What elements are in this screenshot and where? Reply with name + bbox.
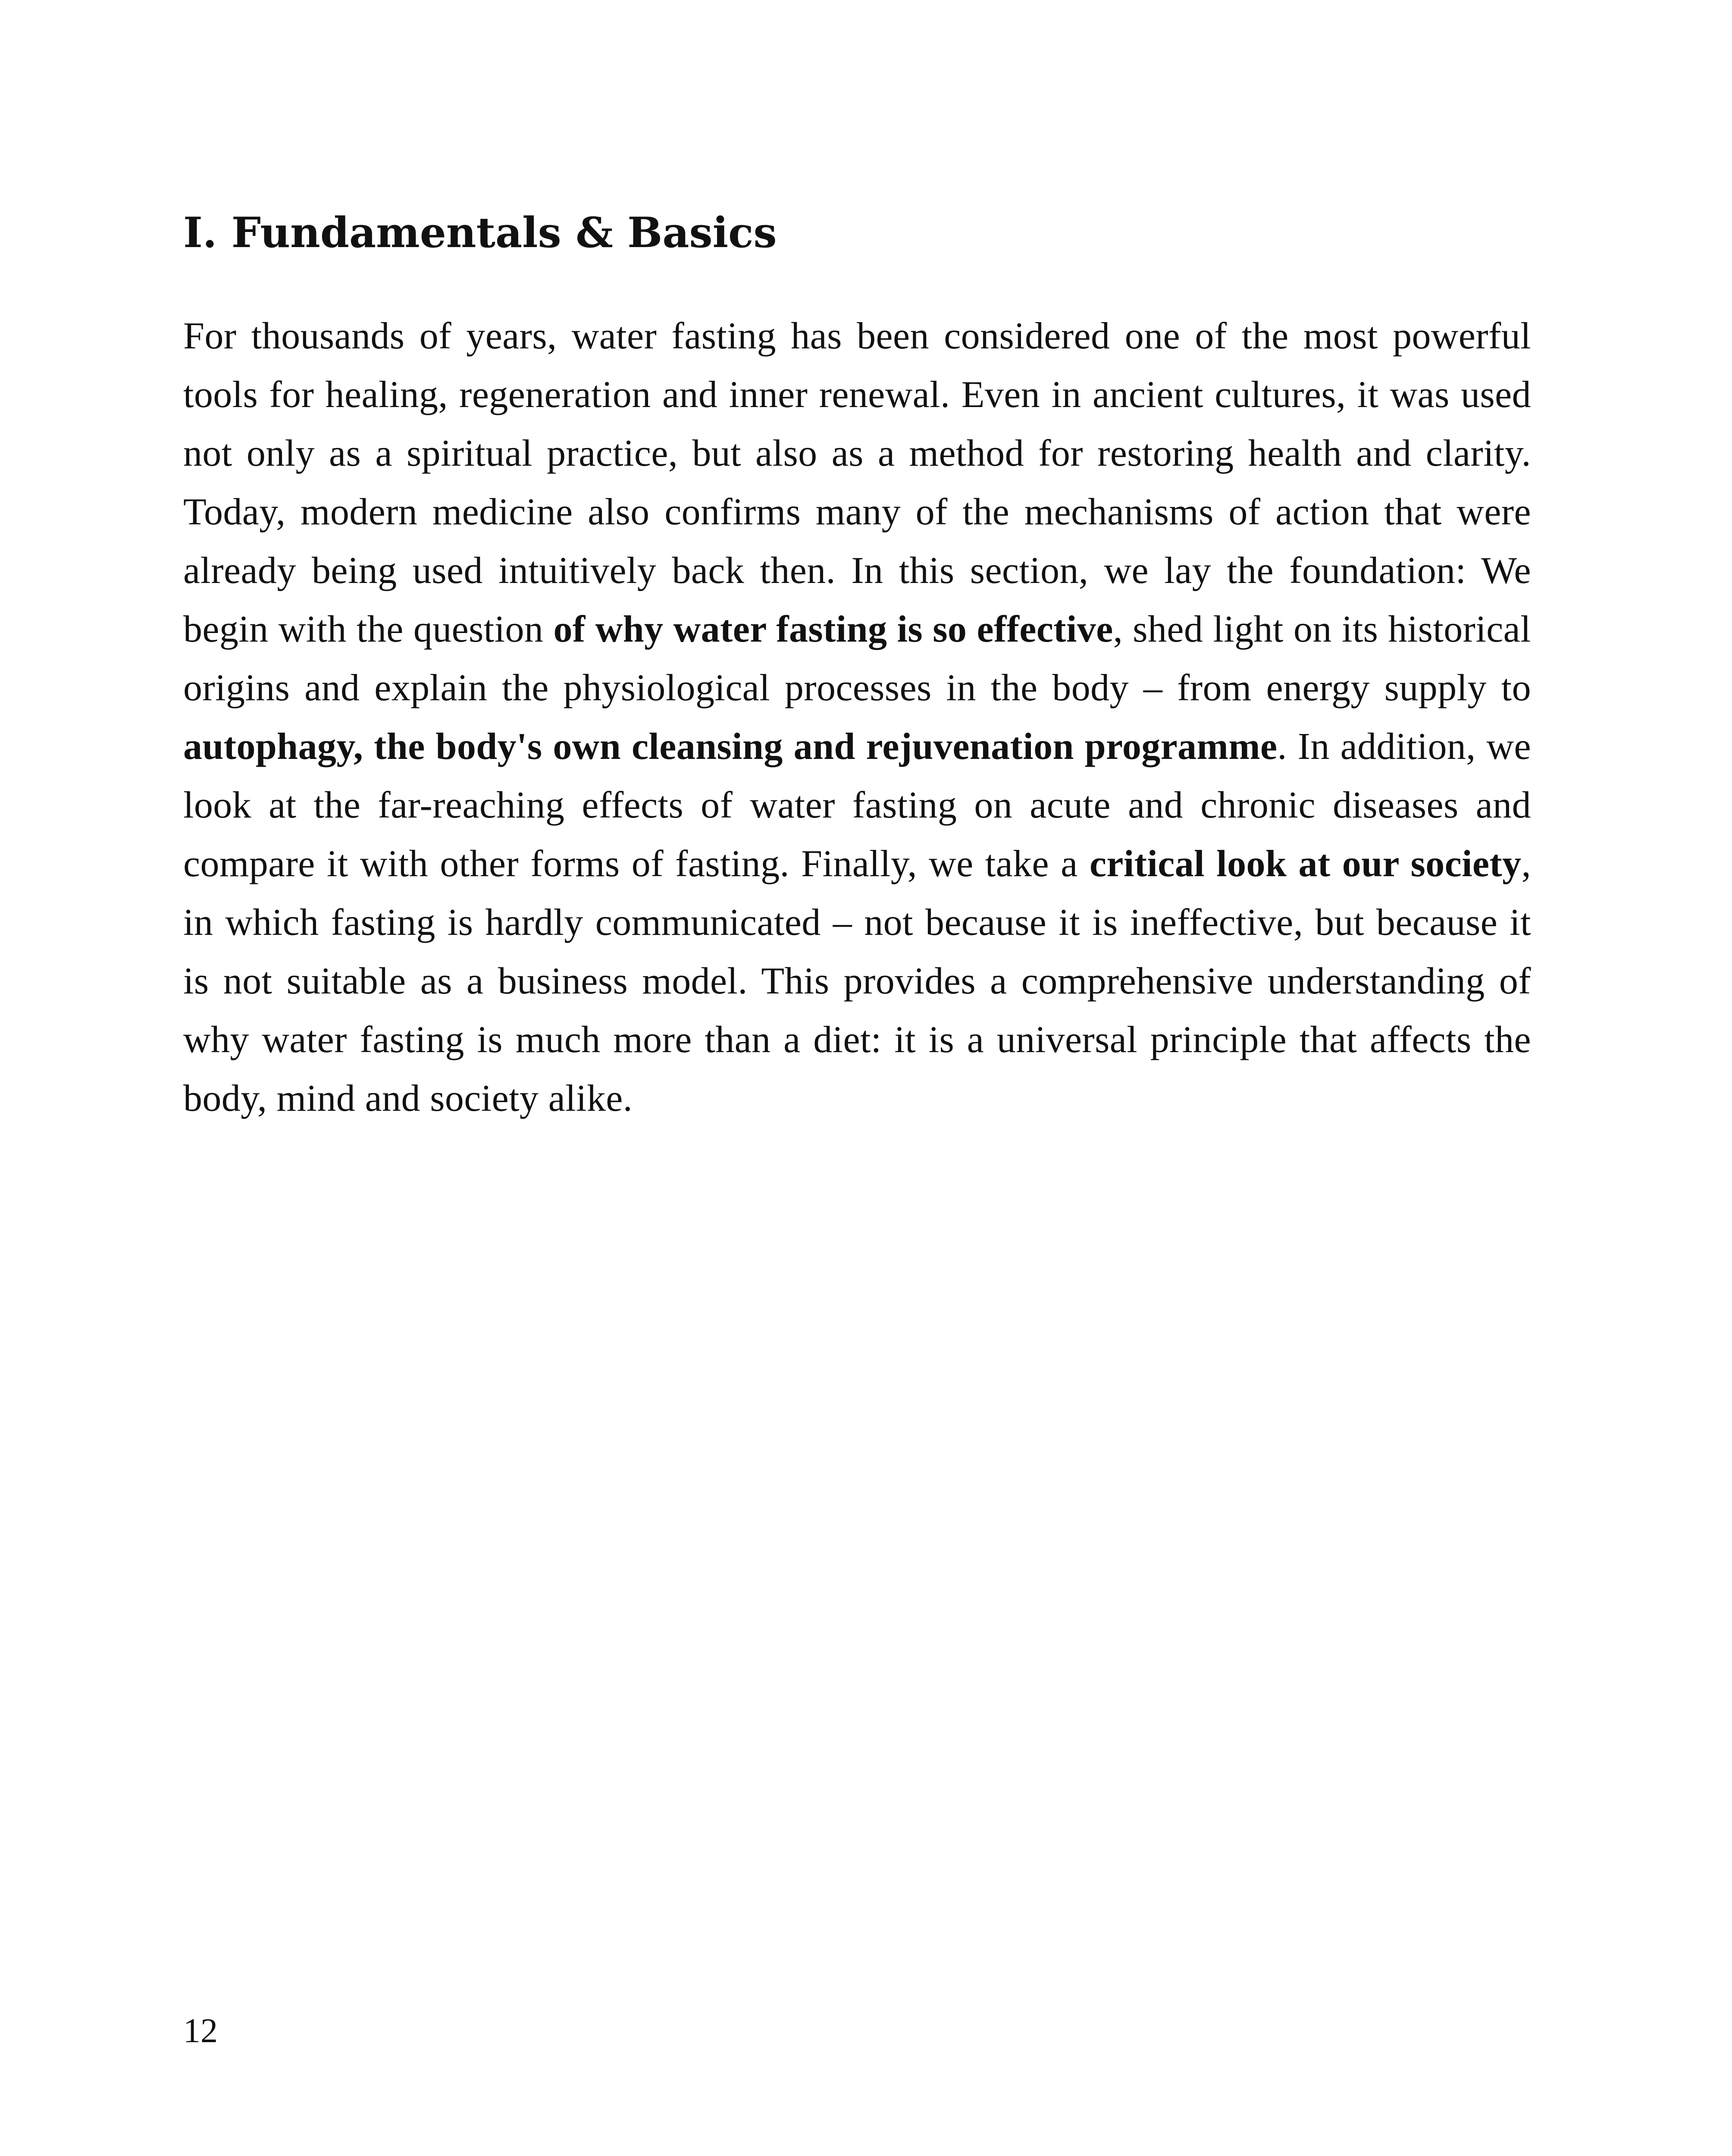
paragraph-text-3: . In addition, we look at the far-reaching effects of water fasting on acute and chronic diseases and compare it with other forms of fasting. Finally, we take a	[183, 726, 1531, 885]
paragraph-emphasis-3: critical look at our society	[1089, 843, 1522, 885]
page-number: 12	[183, 2012, 218, 2050]
paragraph-text-2: , shed light on its historical origins and explain the physiological processes in the body – from energy supply to	[183, 608, 1531, 709]
section-heading: I. Fundamentals & Basics	[183, 208, 777, 257]
paragraph-emphasis-1: of why water fasting is so effective	[553, 608, 1113, 650]
paragraph-emphasis-2: autophagy, the body's own cleansing and rejuvenation programme	[183, 726, 1278, 768]
paragraph-text-1: For thousands of years, water fasting has been considered one of the most powerful tools for healing, regeneration and inner renewal. Even in ancient cultures, it was used not only as a spiritual practice, but also as a method for restoring health and clarity. Today, modern medicine also confirms many of the mechanisms of action that were already being used intuitively back then. In this section, we lay the foundation: We begin with the question	[183, 315, 1531, 650]
paragraph-text-4: , in which fasting is hardly communicated – not because it is ineffective, but because it is not suitable as a business model. This provides a comprehensive understanding of why water fasting is much more than a diet: it is a universal principle that affects the body, mind and society alike.	[183, 843, 1531, 1119]
intro-paragraph	[183, 307, 1531, 1128]
